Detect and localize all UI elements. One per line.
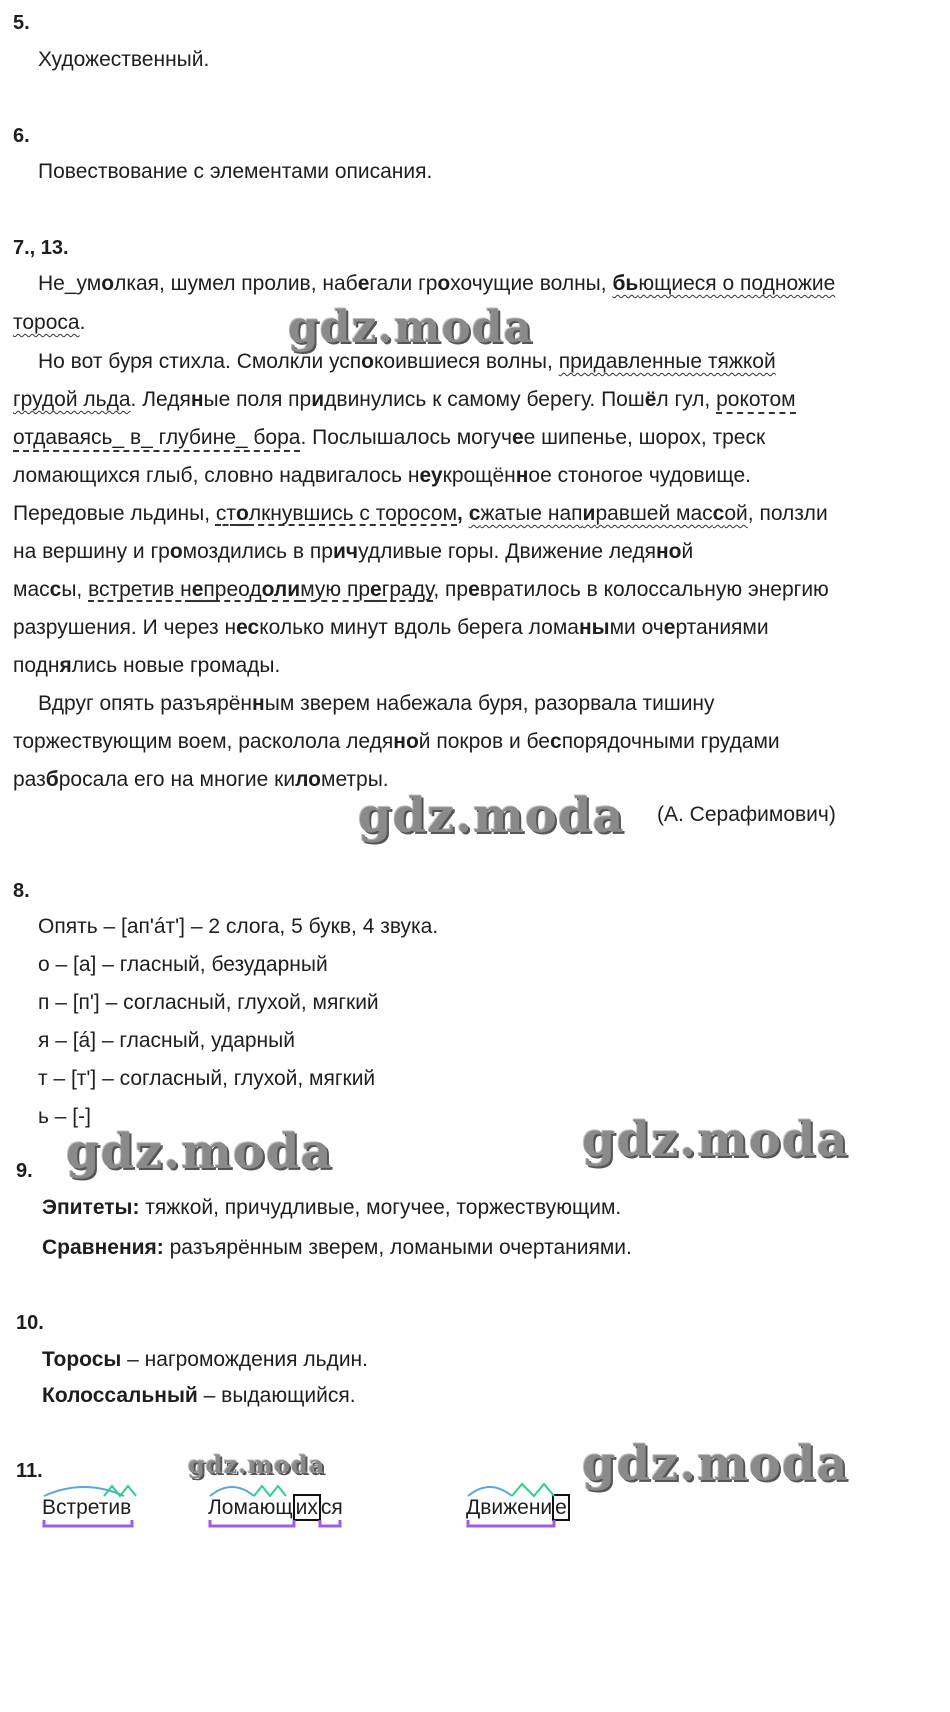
text-line-7: Передовые льдины, столкнувшись с торосом, сжатые напиравшей массой, ползли <box>13 502 828 525</box>
morpheme-marks-lomayushchikhsya <box>208 1480 348 1530</box>
phonetic-line-4: я – [á] – гласный, ударный <box>38 1029 295 1052</box>
comparisons-line: Сравнения: разъярённым зверем, ломаными очертаниями. <box>42 1236 632 1259</box>
text-line-5: отдаваясь_ в_ глубине_ бора. Послышалось могучее шипенье, шорох, треск <box>13 426 765 450</box>
phonetic-line-3: п – [п'] – согласный, глухой, мягкий <box>38 991 379 1014</box>
root-arc <box>44 1487 124 1496</box>
root-arc <box>468 1487 512 1496</box>
root-arc <box>210 1487 254 1496</box>
answer-5: Художественный. <box>38 48 210 71</box>
question-number-6: 6. <box>13 125 30 147</box>
suffix-caret <box>254 1486 286 1496</box>
text-line-8: на вершину и громоздились в причудливые горы. Движение ледяной <box>13 540 694 563</box>
morpheme-marks-dvizhenie <box>466 1480 576 1530</box>
ending-box: их <box>293 1494 321 1521</box>
stem-bracket <box>44 1520 132 1526</box>
text-line-13: торжествующим воем, расколола ледяной покров и беспорядочными грудами <box>13 730 780 753</box>
phonetic-line-5: т – [т'] – согласный, глухой, мягкий <box>38 1067 376 1090</box>
watermark-4: gdz.moda <box>582 1112 849 1168</box>
text-line-14: разбросала его на многие километры. <box>13 768 389 791</box>
definition-kolossalny: Колоссальный – выдающийся. <box>42 1384 356 1407</box>
phonetic-line-6: ь – [-] <box>38 1105 91 1128</box>
text-line-12: Вдруг опять разъярённым зверем набежала буря, разорвала тишину <box>38 692 715 715</box>
text-line-6: ломающихся глыб, словно надвигалось неукрощённое стоногое чудовище. <box>13 464 751 487</box>
text-line-4: грудой льда. Ледяные поля придвинулись к самому берегу. Пошёл гул, рокотом <box>13 388 796 412</box>
postfix-bracket <box>320 1520 340 1526</box>
stem-bracket <box>468 1520 554 1526</box>
phonetic-line-2: о – [а] – гласный, безударный <box>38 953 328 976</box>
question-number-8: 8. <box>13 880 30 902</box>
question-number-11: 11. <box>16 1460 43 1482</box>
text-line-11: поднялись новые громады. <box>13 654 281 677</box>
text-line-9: массы, встретив непреодолимую преграду, превратилось в колоссальную энергию <box>13 578 829 601</box>
watermark-1: gdz.moda <box>288 302 534 353</box>
question-number-7-13: 7., 13. <box>13 237 69 259</box>
watermark-3: gdz.moda <box>66 1124 333 1180</box>
morpheme-word-vstretiv: Встретив <box>42 1496 132 1519</box>
epithets-line: Эпитеты: тяжкой, причудливые, могучее, торжествующим. <box>42 1196 622 1219</box>
text-line-1: Не_умолкая, шумел пролив, набегали грохочущие волны, бьющиеся о подножие <box>38 272 836 295</box>
watermark-2: gdz.moda <box>358 788 625 844</box>
text-line-10: разрушения. И через несколько минут вдоль берега ломаными очертаниями <box>13 616 769 639</box>
answer-6: Повествование с элементами описания. <box>38 160 433 183</box>
ending-box: е <box>552 1494 570 1521</box>
question-number-10: 10. <box>16 1312 44 1334</box>
morpheme-word-lomayushchikhsya: Ломающ их ся <box>208 1496 343 1519</box>
phonetic-line-1: Опять – [ап'áт'] – 2 слога, 5 букв, 4 звука. <box>38 915 439 938</box>
definition-torosy: Торосы – нагромождения льдин. <box>42 1348 368 1371</box>
stem-bracket <box>210 1520 294 1526</box>
suffix-caret <box>104 1486 136 1496</box>
question-number-9: 9. <box>16 1160 33 1182</box>
question-number-5: 5. <box>13 12 30 34</box>
watermark-5: gdz.moda <box>188 1450 326 1479</box>
author-attribution: (А. Серафимович) <box>657 803 836 826</box>
morpheme-word-dvizhenie: Движени е <box>466 1496 570 1520</box>
watermark-6: gdz.moda <box>582 1436 849 1492</box>
text-line-2: тороса. <box>13 311 86 334</box>
morpheme-marks-vstretiv <box>42 1480 142 1530</box>
suffix-caret <box>512 1484 554 1496</box>
text-line-3: Но вот буря стихла. Смолкли успокоившиеся волны, придавленные тяжкой <box>38 350 776 373</box>
